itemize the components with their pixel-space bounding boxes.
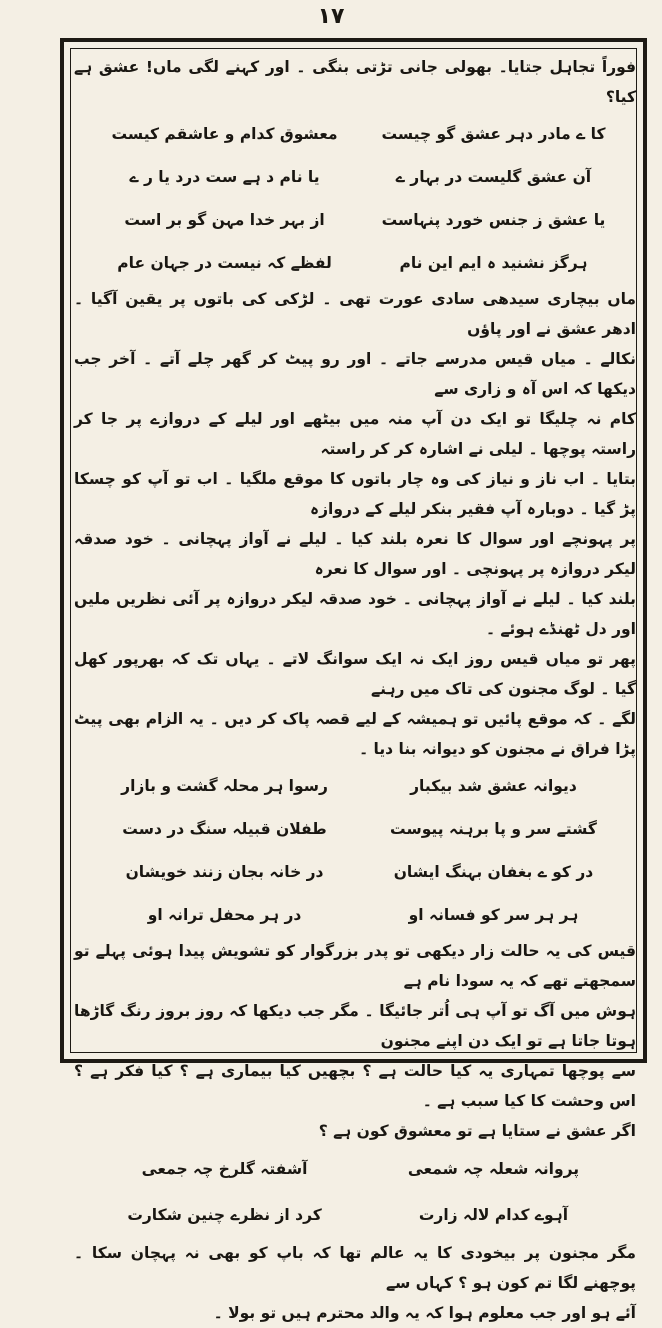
- verse-block-1: [74, 112, 636, 284]
- prose-line: پر پہونچے اور سوال کا نعرہ بلند کیا ۔ لیلے نے آواز پہچانی ۔ خود صدقہ لیکر دروازہ پر پہونچی ۔ اور سوال کا نعرہ: [74, 530, 636, 578]
- couplet: [74, 241, 636, 284]
- couplet: [74, 850, 636, 893]
- couplet: [74, 1192, 636, 1238]
- verse-hemistich-left: از بہر خدا مہن گو بر است: [124, 210, 325, 229]
- verse-hemistich-right: دیوانہ عشق شد بیکبار: [410, 776, 577, 795]
- verse-hemistich-right: کا ے مادر دہر عشق گو چیست: [381, 124, 606, 143]
- prose-line: آئے ہو اور جب معلوم ہوا کہ یہ والد محترم ہیں تو بولا ۔: [213, 1304, 636, 1322]
- prose-block-4: [74, 1238, 636, 1328]
- prose-line: بتایا ۔ اب ناز و نیاز کی وہ چار باتوں کا موقع ملگیا ۔ اب تو آپ کو چسکا پڑ گیا ۔ دوبارہ آپ فقیر بنکر لیلے کے دروازہ: [74, 470, 636, 518]
- verse-hemistich-left: معشوق کدام و عاشقم کیست: [111, 124, 338, 143]
- verse-hemistich-right: آن عشق گلیست در بہار ے: [395, 167, 592, 186]
- verse-hemistich-right: گشتے سر و پا برہنہ پیوست: [390, 819, 597, 838]
- verse-block-3: [74, 1146, 636, 1238]
- couplet: [74, 155, 636, 198]
- prose-line: ماں بیچاری سیدھی سادی عورت تھی ۔ لڑکی کی باتوں پر یقین آگیا ۔ ادھر عشق نے اور پاؤں: [74, 290, 636, 338]
- prose-line: اگر عشق نے ستایا ہے تو معشوق کون ہے ؟: [318, 1122, 636, 1140]
- prose-block-2: [74, 284, 636, 764]
- verse-block-2: [74, 764, 636, 936]
- verse-hemistich-right: آہوے کدام لالہ زارت: [418, 1206, 569, 1224]
- page-number: ۱۷: [317, 4, 345, 29]
- page-text: [74, 52, 636, 1322]
- verse-hemistich-right: در کو ے بغفان بہنگ ایشان: [393, 862, 594, 881]
- verse-hemistich-right: یا عشق ز جنس خورد پنہاست: [381, 210, 606, 229]
- couplet: [74, 764, 636, 807]
- couplet: [74, 893, 636, 936]
- verse-hemistich-left: کرد از نظرے چنین شکارت: [127, 1206, 322, 1224]
- verse-hemistich-right: پروانہ شعلہ چہ شمعی: [407, 1160, 580, 1178]
- prose-line: پھر تو میاں قیس روز ایک نہ ایک سوانگ لاتے ۔ یہاں تک کہ بھرپور کھل گیا ۔ لوگ مجنون کی تاک میں رہنے: [74, 650, 636, 698]
- couplet: [74, 1146, 636, 1192]
- couplet: [74, 198, 636, 241]
- prose-line: فوراً تجاہل جتایا۔ بھولی جانی تڑتی بنگی ۔ اور کہنے لگی ماں! عشق ہے کیا؟: [74, 58, 636, 106]
- verse-hemistich-left: طفلان قبیلہ سنگ در دست: [122, 819, 327, 838]
- prose-line: لگے ۔ کہ موقع پائیں تو ہمیشہ کے لیے قصہ پاک کر دیں ۔ یہ الزام بھی پیٹ پڑا فراق نے مجنون کو دیوانہ بنا دیا ۔: [74, 710, 636, 758]
- prose-line: سے پوچھا تمہاری یہ کیا حالت ہے ؟ بچھیں کیا بیماری ہے ؟ کیا فکر ہے ؟ اس وحشت کا کیا سبب ہے ۔: [74, 1062, 636, 1110]
- couplet: [74, 112, 636, 155]
- prose-line: مگر مجنون پر بیخودی کا یہ عالم تھا کہ باپ کو بھی نہ پہچان سکا ۔ پوچھنے لگا تم کون ہو ؟ کہاں سے: [74, 1244, 636, 1292]
- verse-hemistich-left: در ہر محفل ترانہ او: [147, 905, 302, 924]
- verse-hemistich-left: یا نام د ہے ست درد یا ر ے: [129, 167, 320, 186]
- verse-hemistich-left: رسوا ہر محلہ گشت و بازار: [121, 776, 328, 795]
- verse-hemistich-left: در خانہ بجان زنند خویشان: [125, 862, 324, 881]
- prose-block-3: [74, 936, 636, 1146]
- prose-line: نکالے ۔ میاں قیس مدرسے جاتے ۔ اور رو پیٹ کر گھر چلے آتے ۔ آخر جب دیکھا کہ اس آہ و زاری سے: [74, 350, 636, 398]
- couplet: [74, 807, 636, 850]
- prose-line: کام نہ چلیگا تو ایک دن آپ منہ میں بیٹھے اور لیلے کے دروازے پر جا کر راستہ پوچھا ۔ لیلی نے اشارہ کر کر راستہ: [74, 410, 636, 458]
- verse-hemistich-right: ہرگز نشنید ہ ایم این نام: [399, 253, 588, 272]
- verse-hemistich-left: آشفتہ گلرخ چہ جمعی: [141, 1160, 308, 1178]
- prose-line: ہوش میں آگ تو آپ ہی اُتر جائیگا ۔ مگر جب دیکھا کہ روز بروز رنگ گاڑھا ہوتا جاتا ہے تو ایک دن اپنے مجنون: [74, 1002, 636, 1050]
- prose-line: بلند کیا ۔ لیلے نے آواز پہچانی ۔ خود صدقہ لیکر دروازہ پر آئی نظریں ملیں اور دل ٹھنڈے ہوئے ۔: [74, 590, 636, 638]
- verse-hemistich-right: ہر ہر سر کو فسانہ او: [408, 905, 579, 924]
- prose-line: قیس کی یہ حالت زار دیکھی تو پدر بزرگوار کو تشویش پیدا ہوئی پہلے تو سمجھتے تھے کہ یہ سودا نام ہے: [74, 942, 636, 990]
- verse-hemistich-left: لفظے کہ نیست در جہان عام: [117, 253, 332, 272]
